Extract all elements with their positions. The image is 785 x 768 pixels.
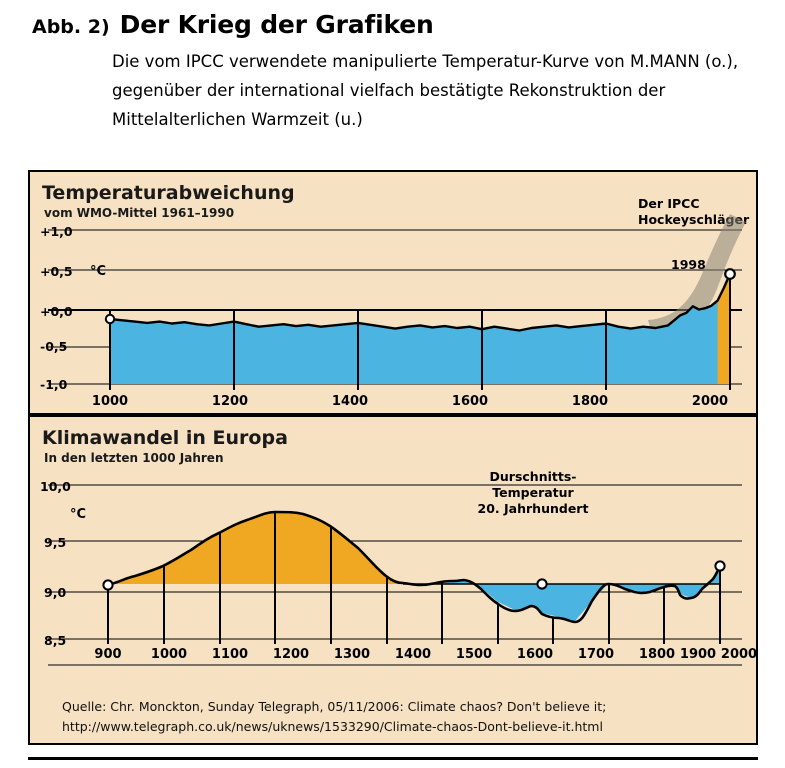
- xtick-bottom-8: 1700: [577, 647, 615, 662]
- annotation-ipcc-line2: Hockeyschläger: [638, 212, 750, 227]
- annotation-ipcc-line1: Der IPCC: [638, 196, 700, 211]
- chart-subtitle-bottom: In den letzten 1000 Jahren: [44, 451, 224, 465]
- ytick-bottom-3: 8,5: [44, 633, 67, 648]
- ytick-top-1: +0,5: [40, 264, 73, 279]
- xtick-bottom-4: 1300: [333, 647, 371, 662]
- xtick-bottom-2: 1100: [211, 647, 249, 662]
- source-line-1: Quelle: Chr. Monckton, Sunday Telegraph, 05/11/2006: Climate chaos? Don't believe it;: [62, 699, 607, 714]
- ytick-bottom-1: 9,5: [44, 535, 67, 550]
- source-note: [62, 697, 722, 737]
- xtick-top-4: 1800: [571, 394, 609, 409]
- xtick-bottom-9: 1800: [638, 647, 676, 662]
- ytick-top-3: -0,5: [40, 339, 68, 354]
- bottom-rule: [28, 757, 758, 760]
- chart-title-top: Temperaturabweichung: [42, 182, 295, 204]
- marker-start-top: [106, 315, 114, 323]
- ytick-bottom-0: 10,0: [40, 479, 71, 494]
- title-row: [0, 0, 785, 39]
- chart-svg-hockeystick: [30, 172, 760, 417]
- area-fill-blue-top: [110, 274, 730, 384]
- xtick-bottom-1: 1000: [150, 647, 188, 662]
- ytick-bottom-2: 9,0: [44, 585, 67, 600]
- unit-bottom: °C: [70, 507, 87, 522]
- xtick-bottom-3: 1200: [272, 647, 310, 662]
- marker-baseline-mid: [537, 579, 546, 588]
- marker-end-bottom: [715, 561, 724, 570]
- xtick-top-3: 1600: [451, 394, 489, 409]
- xtick-top-2: 1400: [331, 394, 369, 409]
- marker-1998: [725, 269, 735, 279]
- xtick-bottom-10: 1900: [679, 647, 717, 662]
- xtick-top-1: 1200: [211, 394, 249, 409]
- figure-subtitle: Die vom IPCC verwendete manipulierte Temperatur-Kurve von M.MANN (o.), gegenüber der international vielfach bestätigte Rekonstruktion der Mittelalterlichen Warmzeit (u.): [112, 52, 739, 129]
- figure-header: [0, 0, 785, 134]
- xtick-bottom-5: 1400: [394, 647, 432, 662]
- ytick-top-2: +0,0: [40, 304, 73, 319]
- marker-start-bottom: [103, 580, 112, 589]
- area-fill-blue-bottom: [403, 566, 720, 621]
- annotation-avg-line3: 20. Jahrhundert: [477, 501, 589, 516]
- chart-title-bottom: Klimawandel in Europa: [42, 427, 288, 449]
- xtick-bottom-6: 1500: [455, 647, 493, 662]
- chart-panel-europa: [28, 415, 758, 745]
- annotation-avg-line2: Temperatur: [492, 485, 574, 500]
- annotation-avg-line1: Durschnitts-: [489, 469, 577, 484]
- xtick-bottom-0: 900: [94, 647, 122, 662]
- ytick-top-4: -1,0: [40, 377, 68, 392]
- line-series-mann: [110, 274, 730, 331]
- xtick-top-0: 1000: [91, 394, 129, 409]
- page-title: Der Krieg der Grafiken: [119, 10, 434, 39]
- figure-number: Abb. 2): [32, 16, 110, 38]
- xtick-bottom-7: 1600: [516, 647, 554, 662]
- xtick-top-5: 2000: [691, 394, 729, 409]
- chart-subtitle-top: vom WMO-Mittel 1961–1990: [44, 206, 235, 220]
- chart-panel-hockeystick: [28, 170, 758, 415]
- xtick-bottom-11: 2000: [720, 647, 758, 662]
- annotation-1998: 1998: [671, 257, 706, 272]
- ytick-top-0: +1,0: [40, 224, 73, 239]
- unit-top: °C: [90, 264, 107, 279]
- source-line-2: http://www.telegraph.co.uk/news/uknews/1533290/Climate-chaos-Dont-believe-it.html: [62, 719, 603, 734]
